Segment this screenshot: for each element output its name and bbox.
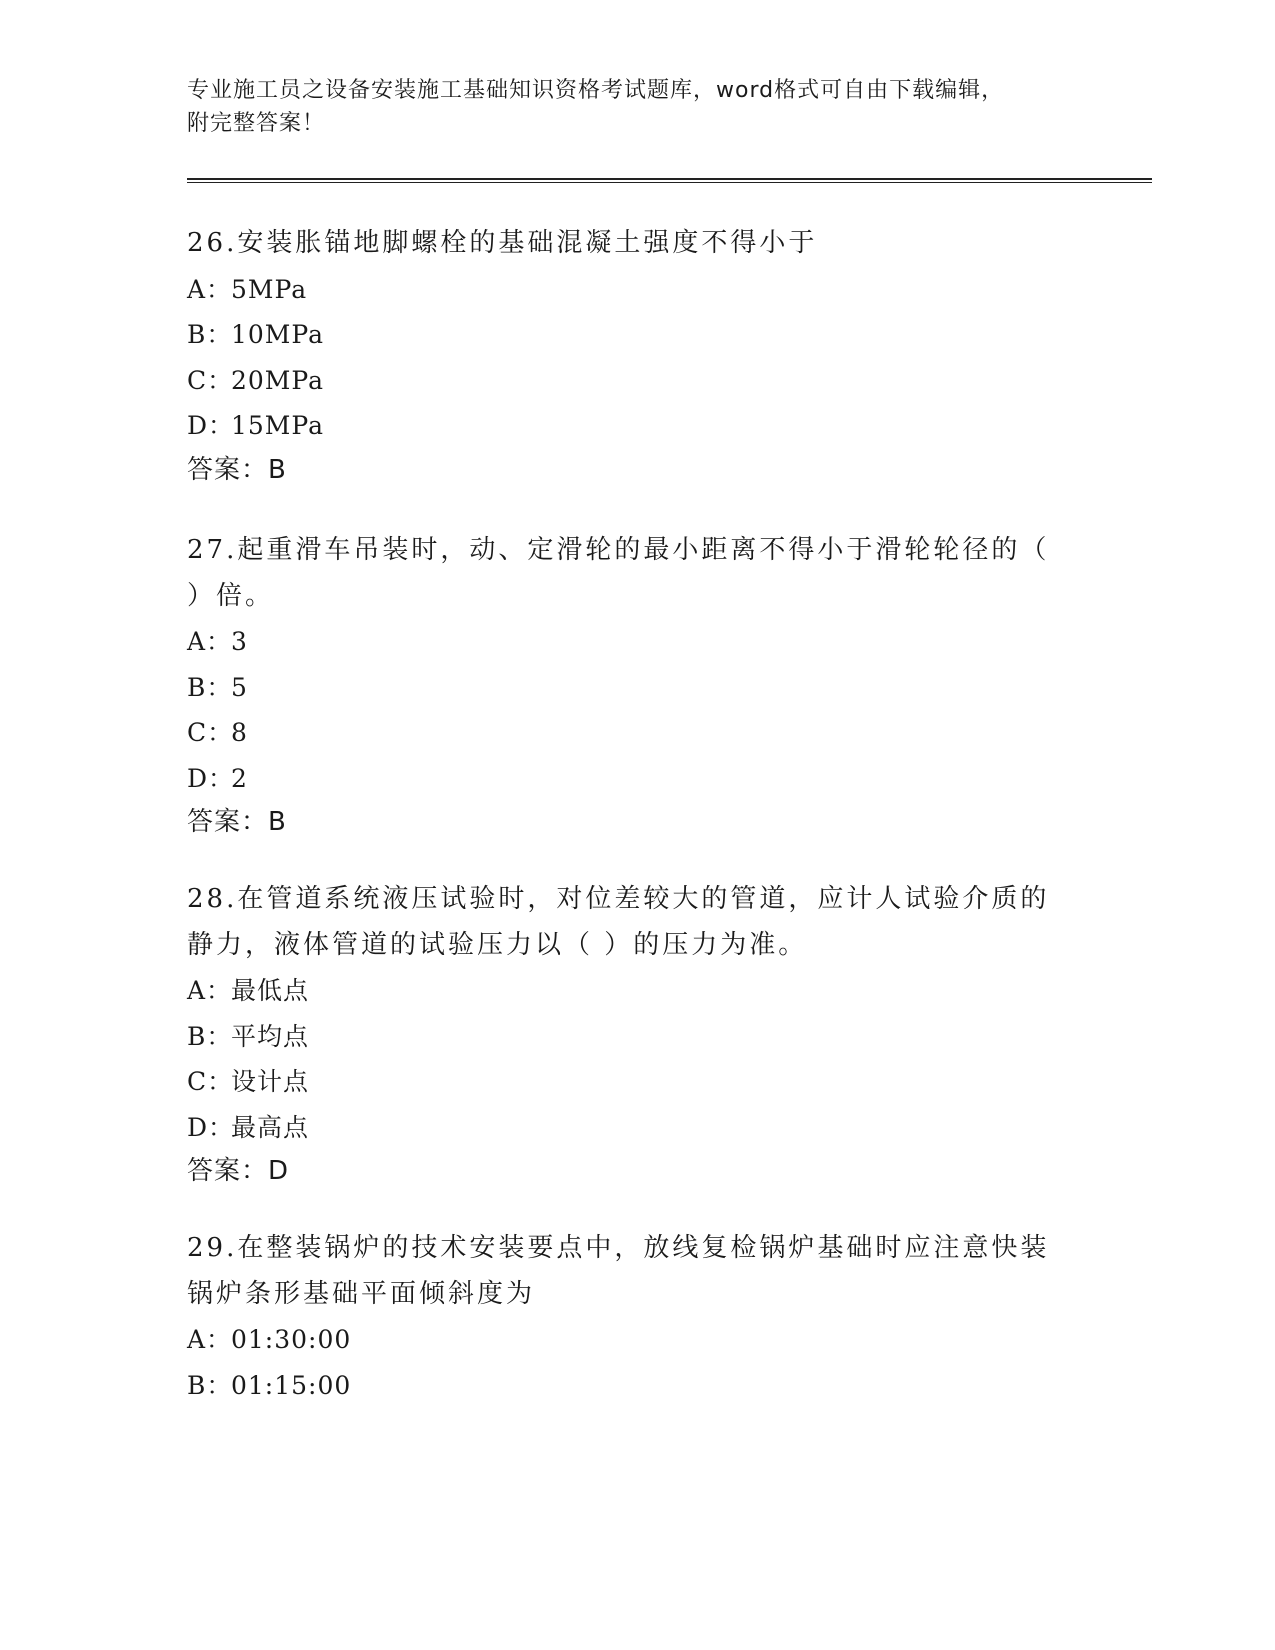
option-text: 设计点 [231, 1067, 310, 1096]
option-text: 平均点 [231, 1021, 310, 1051]
option-b [187, 312, 1067, 358]
option-text: 最高点 [231, 1112, 310, 1142]
option-letter: B： [187, 320, 233, 349]
option-letter: C： [187, 365, 234, 395]
header-line-1: 专业施工员之设备安装施工基础知识资格考试题库，word格式可自由下载编辑， [187, 78, 1005, 103]
option-d [187, 756, 1067, 802]
option-letter: C： [187, 718, 234, 747]
question-stem: 28.在管道系统液压试验时，对位差较大的管道，应计人试验介质的静力，液体管道的试验压力以（ ）的压力为准。 [187, 884, 1050, 960]
question-29 [187, 1226, 1067, 1408]
option-letter: B： [187, 1021, 233, 1051]
option-letter: C： [187, 1067, 234, 1096]
option-letter: B： [187, 1370, 233, 1400]
question-26 [187, 221, 1067, 491]
option-b [187, 1014, 1067, 1060]
option-text: 最低点 [231, 976, 310, 1005]
option-text: 15MPa [231, 411, 325, 440]
option-text: 01:30:00 [231, 1325, 352, 1354]
question-stem: 27.起重滑车吊装时，动、定滑轮的最小距离不得小于滑轮轮径的（ ）倍。 [187, 535, 1050, 611]
option-c [187, 710, 1067, 756]
option-a [187, 619, 1067, 665]
answer-line: 答案：B [187, 807, 287, 837]
option-letter: A： [187, 1325, 233, 1354]
option-letter: A： [187, 976, 233, 1005]
question-27 [187, 528, 1067, 843]
option-b [187, 665, 1067, 711]
option-text: 5 [231, 672, 248, 702]
option-a [187, 267, 1067, 313]
document-header [187, 74, 1087, 140]
option-letter: B： [187, 672, 233, 702]
question-stem: 29.在整装锅炉的技术安装要点中，放线复检锅炉基础时应注意快装锅炉条形基础平面倾斜度为 [187, 1233, 1050, 1309]
option-text: 3 [231, 627, 248, 656]
header-divider [187, 178, 1152, 183]
option-letter: D： [187, 1112, 235, 1142]
option-a [187, 968, 1067, 1014]
answer-line: 答案：D [187, 1156, 290, 1186]
option-text: 10MPa [231, 320, 325, 349]
option-letter: A： [187, 274, 233, 304]
answer-line: 答案：B [187, 454, 287, 485]
question-stem: 26.安装胀锚地脚螺栓的基础混凝土强度不得小于 [187, 228, 818, 258]
header-line-2: 附完整答案！ [187, 111, 326, 136]
question-28 [187, 877, 1067, 1192]
option-c [187, 358, 1067, 404]
option-d [187, 1105, 1067, 1151]
option-a [187, 1317, 1067, 1363]
option-text: 01:15:00 [231, 1370, 352, 1400]
option-d [187, 403, 1067, 449]
option-text: 20MPa [231, 365, 325, 395]
option-c [187, 1059, 1067, 1105]
option-text: 8 [231, 718, 248, 747]
option-text: 5MPa [231, 274, 308, 304]
option-letter: D： [187, 411, 235, 440]
option-text: 2 [231, 763, 248, 793]
option-letter: A： [187, 627, 233, 656]
option-letter: D： [187, 763, 235, 793]
option-b [187, 1363, 1067, 1409]
